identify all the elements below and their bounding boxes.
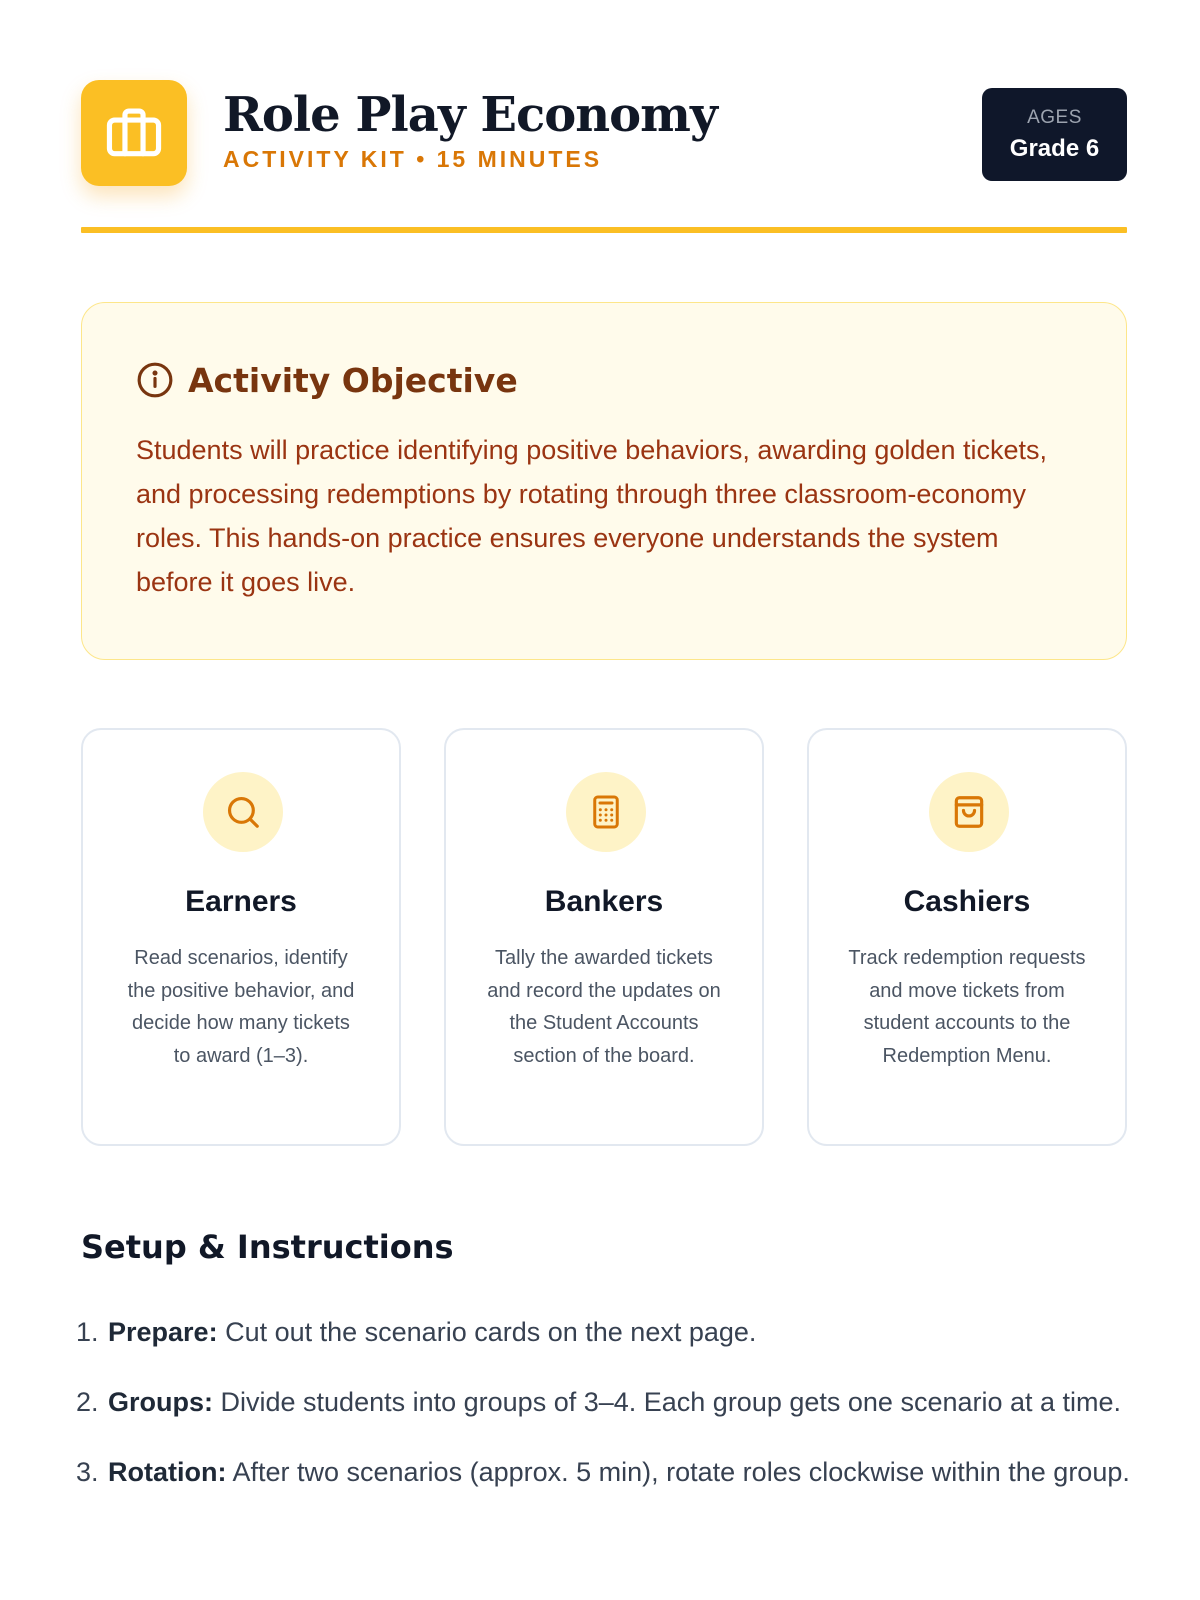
setup-heading: Setup & Instructions bbox=[81, 1228, 454, 1266]
role-card-earners bbox=[81, 728, 401, 1146]
step-label: Rotation: bbox=[108, 1457, 227, 1487]
page-title: Role Play Economy bbox=[223, 87, 717, 143]
step-text: After two scenarios (approx. 5 min), rotate roles clockwise within the group. bbox=[226, 1457, 1130, 1487]
role-title: Cashiers bbox=[903, 885, 1031, 918]
role-card-cashiers bbox=[807, 728, 1127, 1146]
header-divider bbox=[81, 227, 1127, 233]
search-icon bbox=[224, 793, 262, 831]
briefcase-icon bbox=[103, 102, 165, 164]
step-number: 3. bbox=[76, 1457, 99, 1487]
role-card-bankers bbox=[444, 728, 764, 1146]
page-header bbox=[81, 80, 1127, 188]
instructions-list bbox=[76, 1310, 1136, 1520]
ages-value: Grade 6 bbox=[1009, 134, 1100, 162]
step-label: Prepare: bbox=[108, 1317, 218, 1347]
step-text: Cut out the scenario cards on the next page. bbox=[217, 1317, 757, 1347]
instruction-step bbox=[76, 1450, 1136, 1494]
role-description: Read scenarios, identify the positive behavior, and decide how many tickets to award (1–3). bbox=[127, 947, 355, 1067]
objective-box bbox=[81, 302, 1127, 660]
objective-title: Activity Objective bbox=[188, 360, 518, 400]
step-text: Divide students into groups of 3–4. Each group gets one scenario at a time. bbox=[213, 1387, 1122, 1417]
step-number: 1. bbox=[76, 1317, 99, 1347]
role-icon-circle bbox=[566, 772, 646, 852]
step-label: Groups: bbox=[108, 1387, 213, 1417]
role-icon-circle bbox=[203, 772, 283, 852]
calculator-icon bbox=[588, 794, 624, 830]
role-title: Bankers bbox=[544, 885, 664, 918]
ages-label: AGES bbox=[1027, 106, 1082, 128]
ages-badge bbox=[982, 88, 1127, 181]
title-block bbox=[223, 86, 717, 173]
objective-text: Students will practice identifying positive behaviors, awarding golden tickets, and processing redemptions by rotating through three classroom-economy roles. This hands-on practice ensures everyone understands the system before it goes live. bbox=[136, 435, 1047, 597]
step-number: 2. bbox=[76, 1387, 99, 1417]
instruction-step bbox=[76, 1380, 1136, 1424]
role-description: Track redemption requests and move tickets from student accounts to the Redemption Menu. bbox=[848, 947, 1086, 1067]
role-icon-circle bbox=[929, 772, 1009, 852]
shopping-bag-icon bbox=[950, 793, 988, 831]
role-title: Earners bbox=[185, 885, 297, 918]
objective-heading bbox=[136, 358, 1072, 402]
instruction-step bbox=[76, 1310, 1136, 1354]
role-description: Tally the awarded tickets and record the updates on the Student Accounts section of the board. bbox=[487, 947, 721, 1067]
logo-tile bbox=[81, 80, 187, 186]
info-icon bbox=[136, 361, 174, 399]
role-cards bbox=[81, 728, 1127, 1146]
page-subtitle: ACTIVITY KIT • 15 MINUTES bbox=[223, 146, 603, 172]
